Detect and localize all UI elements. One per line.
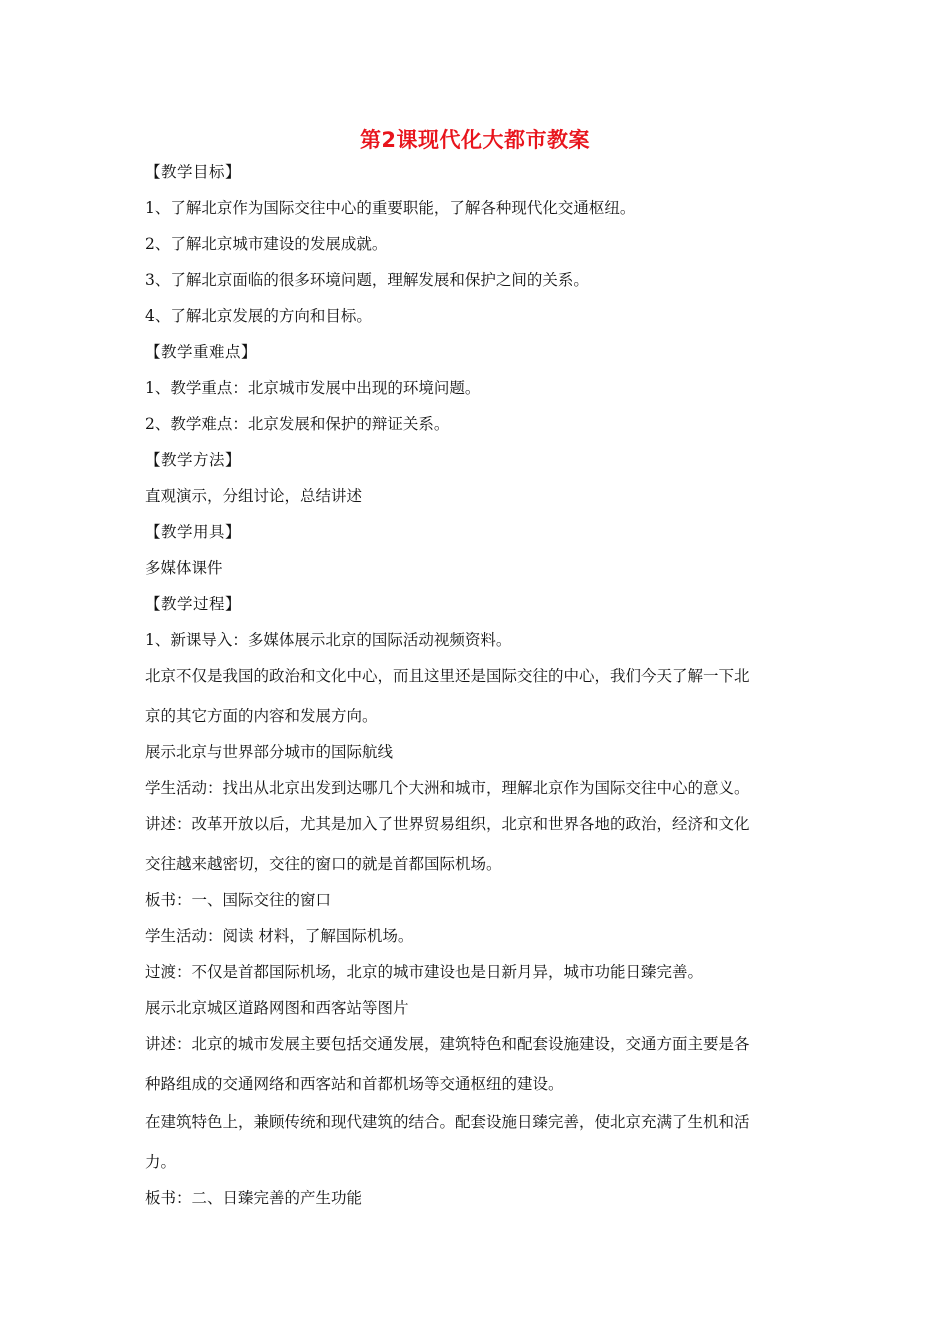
key-point-2: 2、教学难点：北京发展和保护的辩证关系。 — [145, 415, 450, 433]
methods-text: 直观演示，分组讨论，总结讲述 — [145, 487, 363, 505]
process-line: 学生活动：找出从北京出发到达哪几个大洲和城市，理解北京作为国际交往中心的意义。 — [145, 779, 750, 797]
process-line: 北京不仅是我国的政治和文化中心，而且这里还是国际交往的中心，我们今天了解一下北 — [145, 667, 750, 685]
tools-text: 多媒体课件 — [145, 559, 223, 577]
process-line: 过渡：不仅是首都国际机场，北京的城市建设也是日新月异，城市功能日臻完善。 — [145, 963, 704, 981]
process-line: 种路组成的交通网络和西客站和首都机场等交通枢纽的建设。 — [145, 1075, 564, 1093]
objective-1: 1、了解北京作为国际交往中心的重要职能，了解各种现代化交通枢纽。 — [145, 199, 636, 217]
process-line: 学生活动：阅读 材料，了解国际机场。 — [145, 927, 414, 945]
section-heading-key-points: 【教学重难点】 — [145, 343, 258, 361]
section-heading-tools: 【教学用具】 — [145, 523, 242, 541]
process-line: 板书：一、国际交往的窗口 — [145, 891, 332, 909]
process-line: 1、新课导入：多媒体展示北京的国际活动视频资料。 — [145, 631, 512, 649]
process-line: 板书：二、日臻完善的产生功能 — [145, 1189, 363, 1207]
key-point-1: 1、教学重点：北京城市发展中出现的环境问题。 — [145, 379, 481, 397]
process-line: 展示北京城区道路网图和西客站等图片 — [145, 999, 409, 1017]
process-line: 讲述：北京的城市发展主要包括交通发展，建筑特色和配套设施建设，交通方面主要是各 — [145, 1035, 750, 1053]
objective-4: 4、了解北京发展的方向和目标。 — [145, 307, 372, 325]
objective-3: 3、了解北京面临的很多环境问题，理解发展和保护之间的关系。 — [145, 271, 589, 289]
process-line: 展示北京与世界部分城市的国际航线 — [145, 743, 394, 761]
section-heading-process: 【教学过程】 — [145, 595, 242, 613]
process-line: 京的其它方面的内容和发展方向。 — [145, 707, 378, 725]
process-line: 讲述：改革开放以后，尤其是加入了世界贸易组织，北京和世界各地的政治，经济和文化 — [145, 815, 750, 833]
process-line: 在建筑特色上，兼顾传统和现代建筑的结合。配套设施日臻完善，使北京充满了生机和活 — [145, 1113, 750, 1131]
process-line: 交往越来越密切，交往的窗口的就是首都国际机场。 — [145, 855, 502, 873]
section-heading-methods: 【教学方法】 — [145, 451, 242, 469]
section-heading-objectives: 【教学目标】 — [145, 163, 242, 181]
objective-2: 2、了解北京城市建设的发展成就。 — [145, 235, 388, 253]
process-line: 力。 — [145, 1153, 177, 1171]
document-title: 第2课现代化大都市教案 — [359, 128, 591, 152]
